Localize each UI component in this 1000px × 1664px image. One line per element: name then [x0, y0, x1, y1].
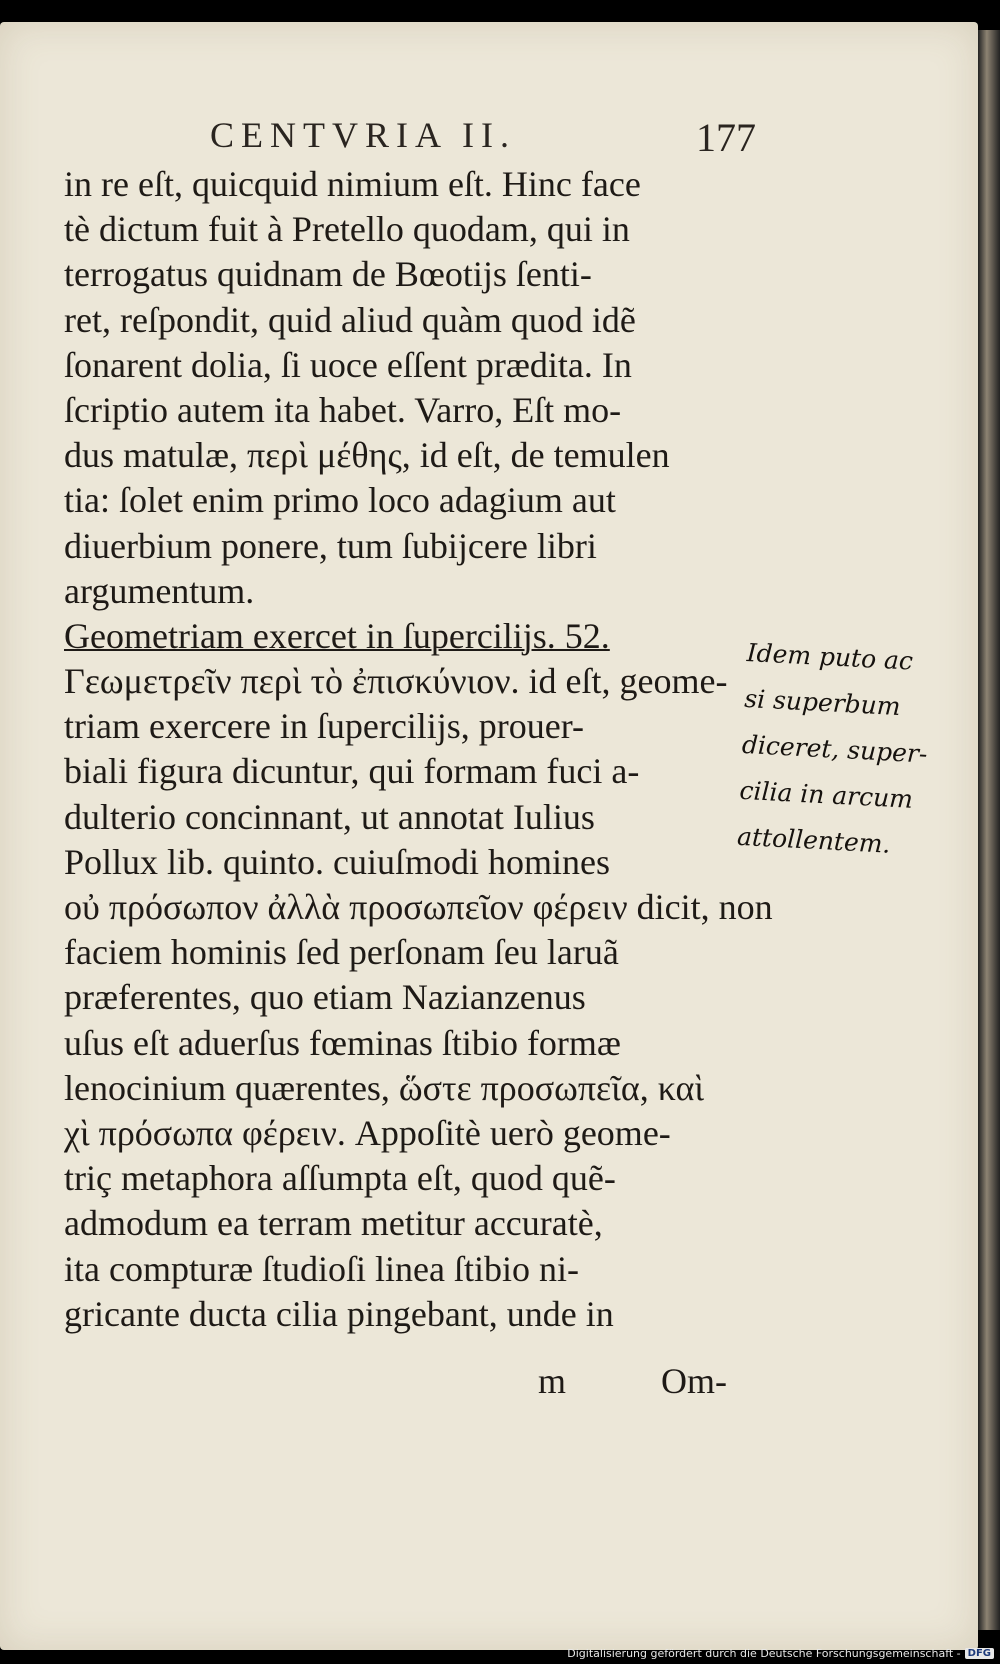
text-line: triam exercere in ſupercilijs, prouer-	[64, 706, 585, 747]
catchword: Om-	[661, 1361, 728, 1401]
text-line: tia: ſolet enim primo loco adagium aut	[64, 480, 616, 521]
page-gutter	[978, 30, 1000, 1630]
text-line: Pollux lib. quinto. cuiuſmodi homines	[64, 841, 611, 882]
text-line: argumentum.	[64, 570, 255, 611]
text-line: triç metaphora aſſumpta eſt, quod quẽ-	[64, 1158, 616, 1199]
dfg-logo: DFG	[965, 1648, 994, 1659]
annotation-line: si superbum	[743, 683, 902, 722]
text-line: ſonarent dolia, ſi uoce eſſent prædita. In	[64, 344, 632, 385]
text-line: ita compturæ ſtudioſi linea ſtibio ni-	[64, 1248, 579, 1289]
book-page	[0, 22, 978, 1650]
annotation-line: diceret, super-	[741, 729, 929, 769]
text-line: Γεωμετρεῖν περὶ τὸ ἐπισκύνιον. id eſt, geome-	[64, 661, 728, 702]
page-number: 177	[696, 115, 756, 160]
adage-heading: Geometriam exercet in ſupercilijs. 52.	[64, 615, 610, 656]
text-line: ret, reſpondit, quid aliud quàm quod idẽ	[64, 299, 636, 340]
text-line: gricante ducta cilia pingebant, unde in	[64, 1293, 614, 1334]
annotation-line: Idem puto ac	[746, 637, 914, 676]
text-line: οὐ πρόσωπον ἀλλὰ προσωπεῖον φέρειν dicit, non	[64, 887, 773, 927]
text-line: in re eſt, quicquid nimium eſt. Hinc face	[64, 164, 641, 204]
text-line: uſus eſt aduerſus fœminas ſtibio formæ	[64, 1022, 621, 1063]
running-header: CENTVRIA II.	[210, 115, 516, 155]
catchline	[538, 1360, 727, 1402]
digitization-credit	[567, 1647, 994, 1660]
body-text	[64, 162, 773, 1337]
text-line: præferentes, quo etiam Nazianzenus	[64, 977, 586, 1018]
text-line: diuerbium ponere, tum ſubijcere libri	[64, 525, 597, 566]
signature-mark: m	[538, 1361, 567, 1401]
text-line: tè dictum fuit à Pretello quodam, qui in	[64, 209, 630, 250]
text-line: biali figura dicuntur, qui formam fuci a-	[64, 751, 640, 792]
text-line: dulterio concinnant, ut annotat Iulius	[64, 796, 595, 837]
text-line: admodum ea terram metitur accuratè,	[64, 1203, 603, 1244]
text-line: ſcriptio autem ita habet. Varro, Eſt mo-	[64, 389, 622, 430]
text-line: dus matulæ, περὶ μέθης, id eſt, de temulen	[64, 435, 670, 476]
text-line: lenocinium quærentes, ὥστε προσωπεῖα, καὶ	[64, 1067, 705, 1108]
text-line: faciem hominis ſed perſonam ſeu laruã	[64, 932, 619, 973]
credit-text: Digitalisierung gefördert durch die Deutsche Forschungsgemeinschaft -	[567, 1647, 961, 1660]
annotation-line: cilia in arcum	[738, 775, 914, 814]
annotation-line: attollentem.	[736, 821, 892, 859]
marginal-annotation	[736, 630, 978, 872]
text-line: χὶ πρόσωπα φέρειν. Appoſitè uerò geome-	[64, 1112, 671, 1153]
text-line: terrogatus quidnam de Bœotijs ſenti-	[64, 254, 592, 295]
